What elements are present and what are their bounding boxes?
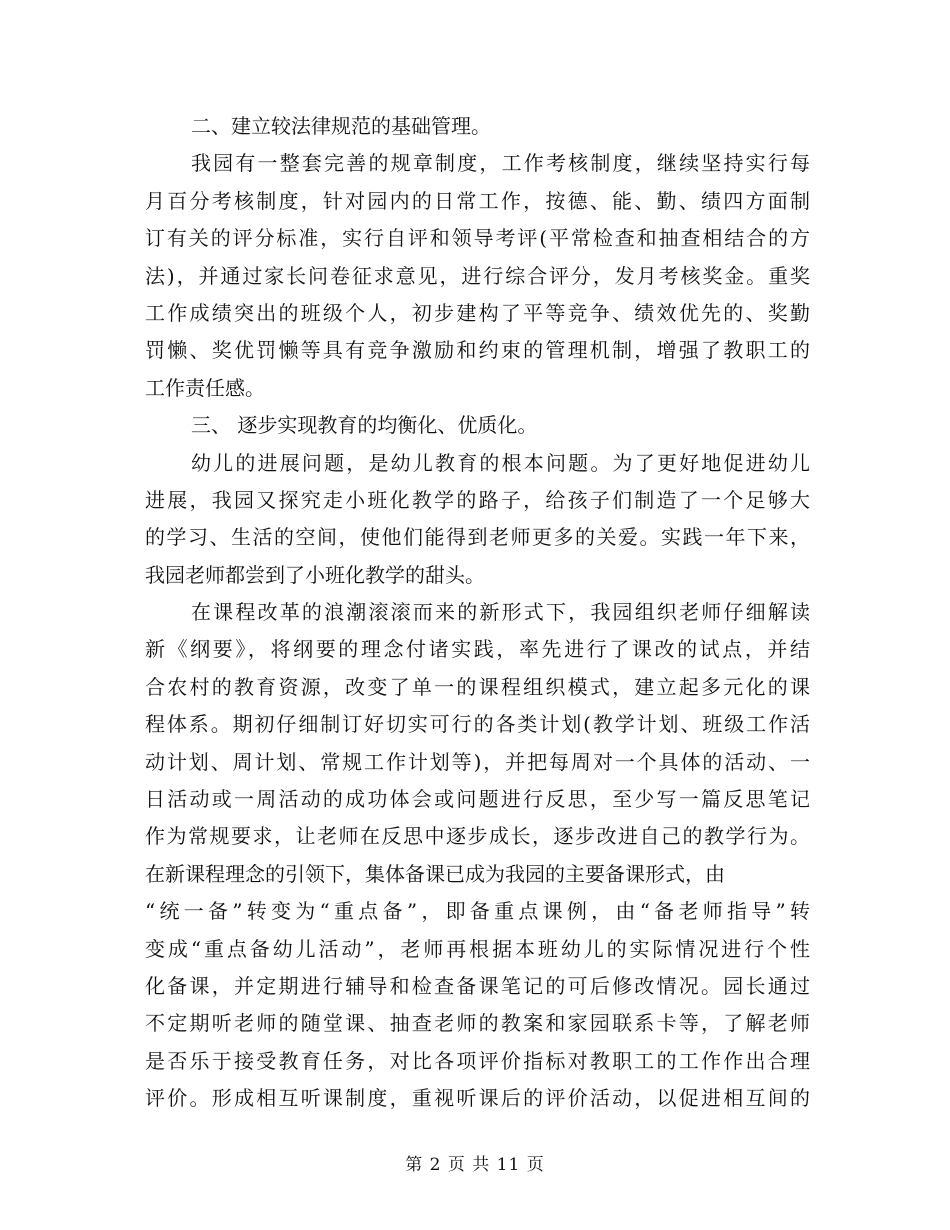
page-footer	[0, 1150, 950, 1175]
paragraph-line: 变成“重点备幼儿活动”，老师再根据本班幼儿的实际情况进行个性	[145, 936, 810, 961]
paragraph-line: 不定期听老师的随堂课、抽查老师的教案和家园联系卡等，了解老师	[145, 1011, 810, 1036]
paragraph-line: 幼儿的进展问题，是幼儿教育的根本问题。为了更好地促进幼儿	[191, 450, 810, 475]
section-heading-3: 三、 逐步实现教育的均衡化、优质化。	[191, 413, 538, 438]
paragraph-line: 进展，我园又探究走小班化教学的路子，给孩子们制造了一个足够大	[145, 487, 810, 512]
paragraph-line: 动计划、周计划、常规工作计划等)，并把每周对一个具体的活动、一	[145, 749, 810, 774]
paragraph-line: 程体系。期初仔细制订好切实可行的各类计划(教学计划、班级工作活	[145, 712, 810, 737]
paragraph-line: 月百分考核制度，针对园内的日常工作，按德、能、勤、绩四方面制	[145, 188, 810, 213]
paragraph-line: 工作成绩突出的班级个人，初步建构了平等竞争、绩效优先的、奖勤	[145, 300, 810, 325]
section-heading-2: 二、建立较法律规范的基础管理。	[191, 114, 491, 138]
page-number: 第 2 页 共 11 页	[405, 1155, 545, 1175]
paragraph-line: 罚懒、奖优罚懒等具有竞争激励和约束的管理机制，增强了教职工的	[145, 338, 810, 363]
paragraph-line: 工作责任感。	[145, 375, 265, 400]
paragraph-line: 订有关的评分标准，实行自评和领导考评(平常检查和抽查相结合的方	[145, 226, 810, 251]
paragraph-line: 我园老师都尝到了小班化教学的甜头。	[145, 562, 485, 587]
paragraph-line: 的学习、生活的空间，使他们能得到老师更多的关爱。实践一年下来，	[145, 525, 810, 550]
paragraph-line: 化备课，并定期进行辅导和检查备课笔记的可后修改情况。园长通过	[145, 973, 810, 998]
paragraph-line: “统一备”转变为“重点备”，即备重点课例，由“备老师指导”转	[145, 899, 810, 924]
paragraph-line: 日活动或一周活动的成功体会或问题进行反思，至少写一篇反思笔记	[145, 787, 810, 812]
paragraph-line: 在课程改革的浪潮滚滚而来的新形式下，我园组织老师仔细解读	[191, 600, 810, 625]
paragraph-line: 新《纲要》，将纲要的理念付诸实践，率先进行了课改的试点，并结	[145, 637, 810, 662]
paragraph-line: 作为常规要求，让老师在反思中逐步成长，逐步改进自己的教学行为。	[145, 824, 810, 849]
paragraph-line: 评价。形成相互听课制度，重视听课后的评价活动，以促进相互间的	[145, 1086, 810, 1111]
body-text	[145, 108, 810, 1118]
paragraph-line: 法)，并通过家长问卷征求意见，进行综合评分，发月考核奖金。重奖	[145, 263, 810, 288]
paragraph-line: 是否乐于接受教育任务，对比各项评价指标对教职工的工作作出合理	[145, 1048, 810, 1073]
paragraph-line: 在新课程理念的引领下，集体备课已成为我园的主要备课形式，由	[145, 861, 725, 886]
paragraph-line: 我园有一整套完善的规章制度，工作考核制度，继续坚持实行每	[191, 151, 810, 176]
paragraph-line: 合农村的教育资源，改变了单一的课程组织模式，建立起多元化的课	[145, 674, 810, 699]
